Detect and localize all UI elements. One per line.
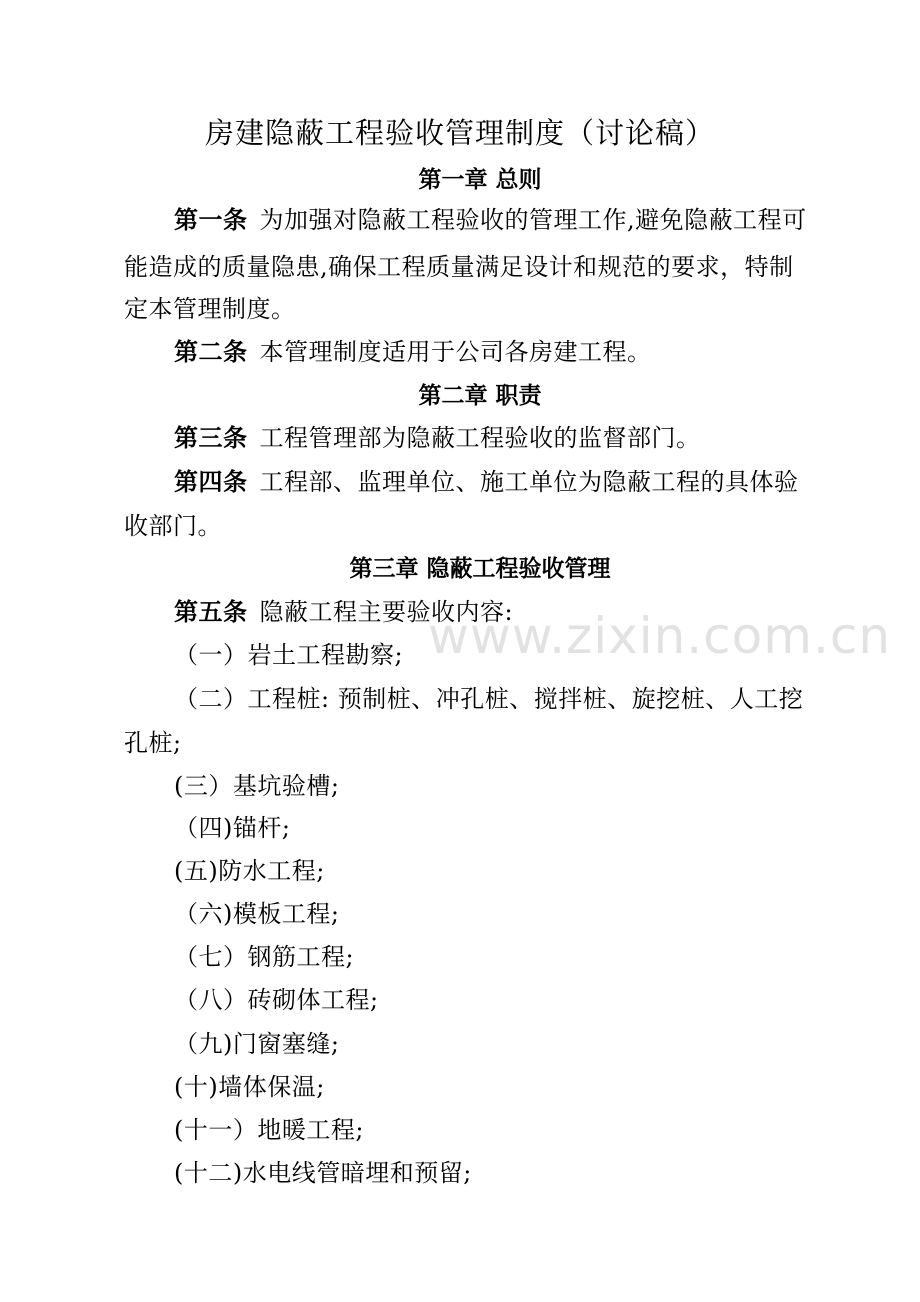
- article-2-label: 第二条: [174, 338, 248, 366]
- article-1-line-2: 能造成的质量隐患,确保工程质量满足设计和规范的要求，特制: [124, 253, 794, 281]
- item-6: （六)模板工程;: [174, 900, 340, 928]
- article-5-label: 第五条: [174, 598, 248, 626]
- article-2-line-1: [174, 337, 652, 367]
- item-2-line-2: 孔桩;: [124, 729, 182, 757]
- article-4-line-1: [174, 467, 799, 497]
- item-10: (十)墙体保温;: [174, 1073, 325, 1101]
- item-5: (五)防水工程;: [174, 857, 325, 885]
- article-1-label: 第一条: [174, 206, 248, 234]
- item-7: （七）钢筋工程;: [174, 943, 355, 971]
- article-1-line-3: 定本管理制度。: [124, 295, 296, 323]
- chapter-2-heading: 第二章 职责: [418, 383, 542, 409]
- item-1: （一）岩土工程勘察;: [174, 641, 404, 669]
- item-11: (十一）地暖工程;: [174, 1116, 364, 1144]
- article-3-line-1: [174, 423, 701, 453]
- item-3: (三）基坑验槽;: [174, 772, 340, 800]
- article-4-text-1: 工程部、监理单位、施工单位为隐蔽工程的具体验: [259, 468, 799, 496]
- article-4-line-2: 收部门。: [124, 512, 222, 540]
- item-2-line-1: （二）工程桩: 预制桩、冲孔桩、搅拌桩、旋挖桩、人工挖: [174, 685, 804, 713]
- article-1-text-1: 为加强对隐蔽工程验收的管理工作,避免隐蔽工程可: [259, 206, 807, 234]
- chapter-3-heading: 第三章 隐蔽工程验收管理: [349, 556, 611, 582]
- article-3-label: 第三条: [174, 424, 248, 452]
- article-4-label: 第四条: [174, 468, 248, 496]
- item-12: (十二)水电线管暗埋和预留;: [174, 1159, 472, 1187]
- item-8: （八）砖砌体工程;: [174, 986, 379, 1014]
- article-1-line-1: [174, 205, 807, 235]
- article-2-text-1: 本管理制度适用于公司各房建工程。: [259, 338, 652, 366]
- chapter-1-heading: 第一章 总则: [418, 167, 542, 193]
- watermark: www.zixin.com.cn: [428, 607, 892, 665]
- document-title: 房建隐蔽工程验收管理制度（讨论稿）: [204, 116, 715, 150]
- item-9: （九)门窗塞缝;: [174, 1030, 340, 1058]
- article-3-text-1: 工程管理部为隐蔽工程验收的监督部门。: [259, 424, 701, 452]
- article-5-text-1: 隐蔽工程主要验收内容:: [259, 598, 514, 626]
- item-4: （四)锚杆;: [174, 814, 291, 842]
- article-5-line-1: [174, 597, 513, 627]
